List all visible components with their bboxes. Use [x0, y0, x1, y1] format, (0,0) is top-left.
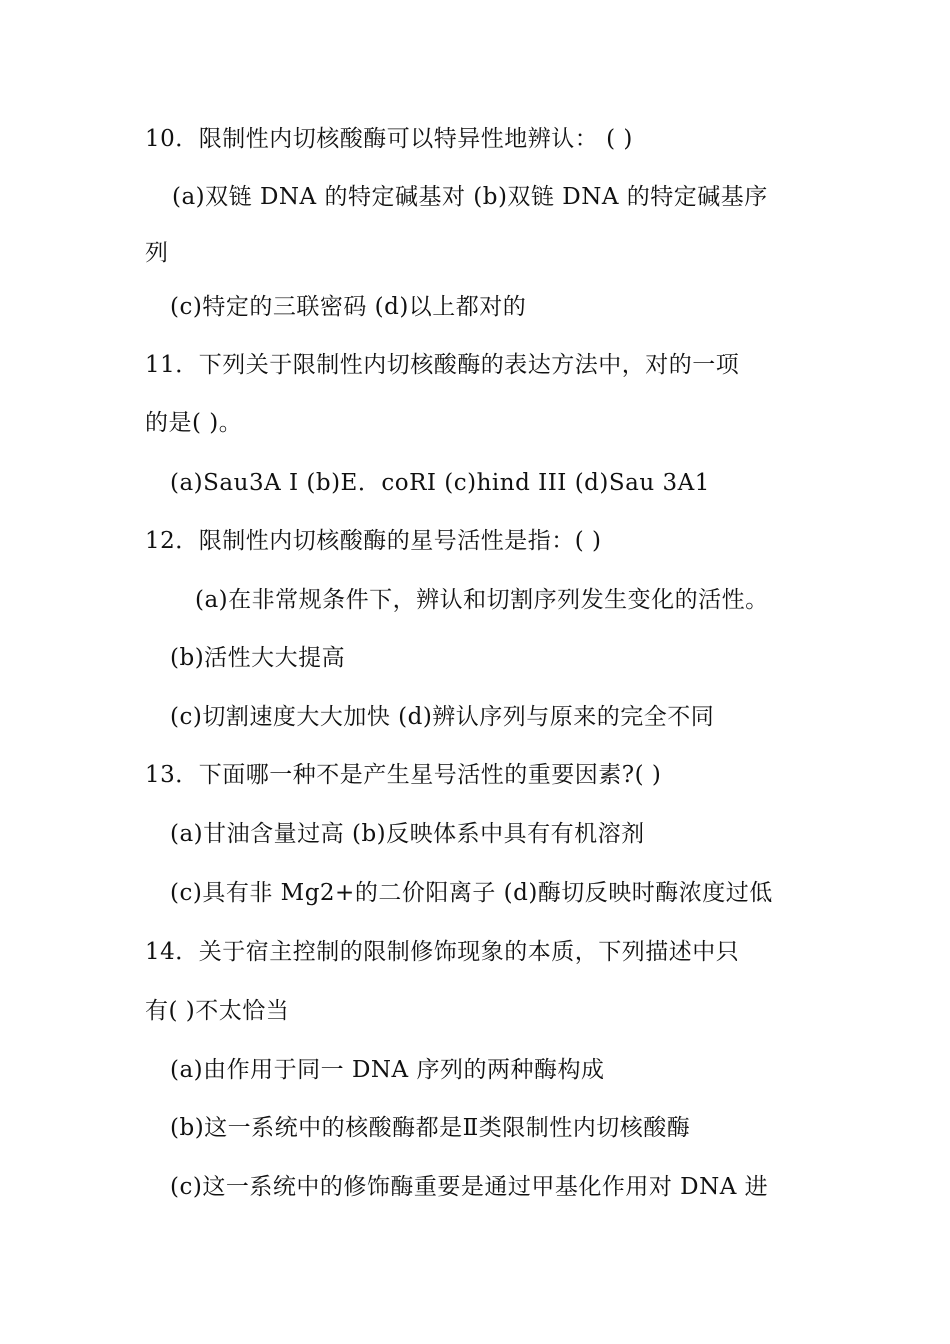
- question-14-option-a: (a)由作用于同一 DNA 序列的两种酶构成: [170, 1057, 605, 1083]
- question-10-options-ab-continued: 列: [145, 240, 169, 266]
- question-12-options-cd: (c)切割速度大大加快 (d)辨认序列与原来的完全不同: [170, 704, 715, 730]
- question-13-stem: 13．下面哪一种不是产生星号活性的重要因素?( ): [145, 762, 662, 788]
- question-11-options: (a)Sau3A I (b)E．coRI (c)hind III (d)Sau 3A1: [170, 470, 710, 496]
- question-14-stem: 14．关于宿主控制的限制修饰现象的本质，下列描述中只: [145, 939, 740, 965]
- question-11-stem-continued: 的是( )。: [145, 410, 243, 436]
- question-12-stem: 12．限制性内切核酸酶的星号活性是指：( ): [145, 528, 602, 554]
- question-12-option-a: (a)在非常规条件下，辨认和切割序列发生变化的活性。: [195, 587, 769, 613]
- question-10-options-cd: (c)特定的三联密码 (d)以上都对的: [170, 294, 527, 320]
- question-10-stem: 10．限制性内切核酸酶可以特异性地辨认： ( ): [145, 126, 633, 152]
- question-10-options-ab: (a)双链 DNA 的特定碱基对 (b)双链 DNA 的特定碱基序: [172, 184, 768, 210]
- question-14-option-c: (c)这一系统中的修饰酶重要是通过甲基化作用对 DNA 进: [170, 1174, 769, 1200]
- question-13-options-ab: (a)甘油含量过高 (b)反映体系中具有有机溶剂: [170, 821, 645, 847]
- question-13-options-cd: (c)具有非 Mg2+的二价阳离子 (d)酶切反映时酶浓度过低: [170, 880, 773, 906]
- question-14-option-b: (b)这一系统中的核酸酶都是Ⅱ类限制性内切核酸酶: [170, 1115, 691, 1141]
- question-12-option-b: (b)活性大大提高: [170, 645, 346, 671]
- question-14-stem-continued: 有( )不太恰当: [145, 998, 290, 1024]
- question-11-stem: 11．下列关于限制性内切核酸酶的表达方法中，对的一项: [145, 352, 740, 378]
